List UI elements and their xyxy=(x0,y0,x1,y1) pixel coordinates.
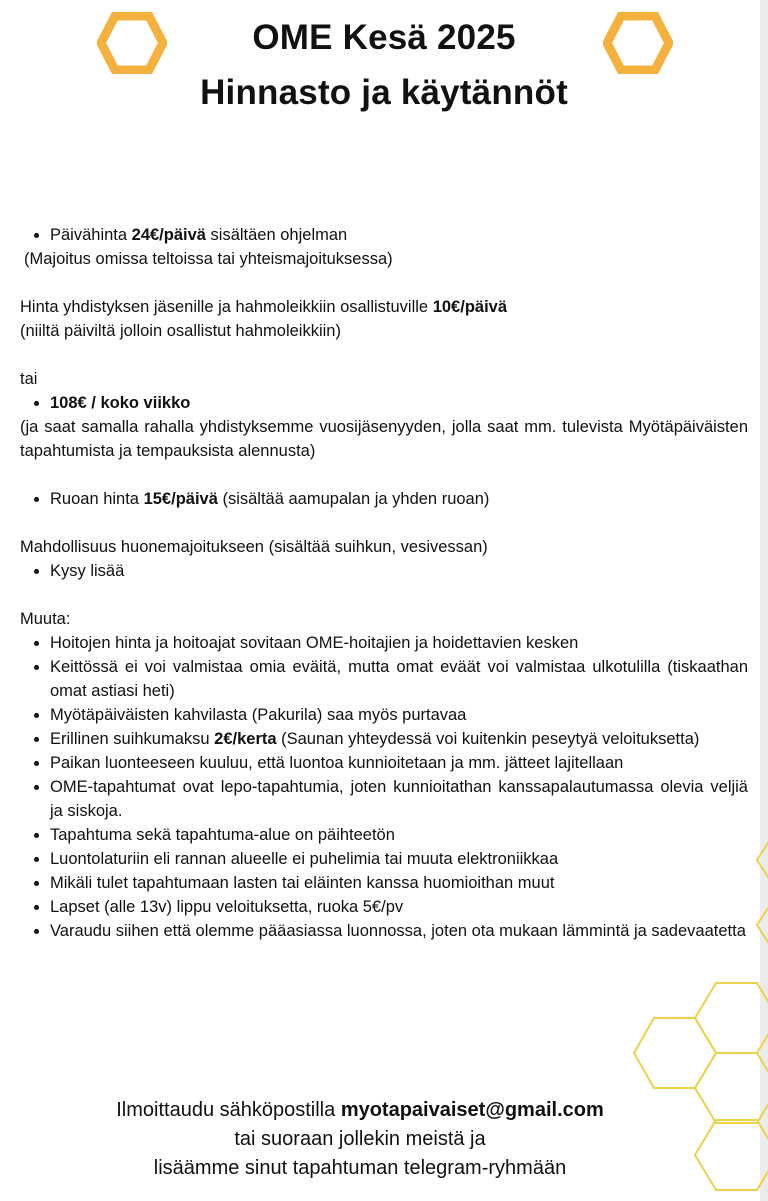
text: (sisältää aamupalan ja yhden ruoan) xyxy=(217,490,490,508)
text: Hoitojen hinta ja hoitoajat sovitaan OME-hoitajien ja hoidettavien kesken xyxy=(50,634,579,652)
week-price-note: (ja saat samalla rahalla yhdistyksemme vuosijäsenyyden, jolla saat mm. tulevista Myötäpäiväisten tapahtumista ja tempauksista alennusta) xyxy=(20,418,748,460)
other-list xyxy=(20,631,748,943)
other-list-item xyxy=(50,727,748,751)
other-list-item xyxy=(50,655,748,703)
or-text: tai xyxy=(20,370,38,388)
room-list xyxy=(20,559,748,583)
day-price-list xyxy=(20,223,748,247)
text: Paikan luonteeseen kuuluu, että luontoa kunnioitetaan ja mm. jätteet lajitellaan xyxy=(50,754,624,772)
title-line-1: OME Kesä 2025 xyxy=(252,18,516,57)
text: OME-tapahtumat ovat lepo-tapahtumia, joten kunnioitathan kanssapalautumassa olevia veljiä ja siskoja. xyxy=(50,778,748,820)
food-price-list xyxy=(20,487,748,511)
room-text: Mahdollisuus huonemajoitukseen (sisältää suihkun, vesivessan) xyxy=(20,538,488,556)
member-price-note: (niiltä päiviltä jolloin osallistut hahmoleikkiin) xyxy=(20,322,341,340)
text: Keittössä ei voi valmistaa omia eväitä, mutta omat eväät voi valmistaa ulkotulilla (tiskaathan omat astiasi heti) xyxy=(50,658,748,700)
text: Luontolaturiin eli rannan alueelle ei puhelimia tai muuta elektroniikkaa xyxy=(50,850,559,868)
text: Lapset (alle 13v) lippu veloituksetta, ruoka 5€/pv xyxy=(50,898,404,916)
other-list-item xyxy=(50,751,748,775)
footer-line-2: tai suoraan jollekin meistä ja xyxy=(234,1128,486,1150)
text: Hinta yhdistyksen jäsenille ja hahmoleikkiin osallistuville xyxy=(20,298,433,316)
footer-line-1 xyxy=(0,1096,720,1125)
signup-footer xyxy=(0,1096,720,1183)
text: Ruoan hinta xyxy=(50,490,144,508)
day-price-item xyxy=(50,223,748,247)
text: Mikäli tulet tapahtumaan lasten tai eläinten kanssa huomioithan muut xyxy=(50,874,555,892)
other-list-item xyxy=(50,871,748,895)
document-body xyxy=(20,223,748,943)
text: Varaudu siihen että olemme pääasiassa luonnossa, joten ota mukaan lämmintä ja sadevaatetta xyxy=(50,922,746,940)
title-line-2: Hinnasto ja käytännöt xyxy=(200,73,568,112)
price-value: 2€/kerta xyxy=(214,730,277,748)
text: Erillinen suihkumaksu xyxy=(50,730,215,748)
other-list-item xyxy=(50,823,748,847)
text: Tapahtuma sekä tapahtuma-alue on päihteetön xyxy=(50,826,395,844)
other-list-item xyxy=(50,919,748,943)
week-price-value: 108€ / koko viikko xyxy=(50,394,191,412)
email-link[interactable]: myotapaivaiset@gmail.com xyxy=(340,1099,604,1121)
member-price xyxy=(20,295,748,319)
other-list-item xyxy=(50,631,748,655)
day-price-value: 24€/päivä xyxy=(131,226,206,244)
text: Päivähinta xyxy=(50,226,132,244)
member-price-value: 10€/päivä xyxy=(432,298,508,316)
text: sisältäen ohjelman xyxy=(205,226,348,244)
other-list-item xyxy=(50,847,748,871)
other-heading: Muuta: xyxy=(20,610,71,628)
other-list-item xyxy=(50,703,748,727)
text: (Saunan yhteydessä voi kuitenkin peseytyä veloituksetta) xyxy=(276,730,700,748)
food-price-value: 15€/päivä xyxy=(143,490,218,508)
week-price-list xyxy=(20,391,748,415)
text: Myötäpäiväisten kahvilasta (Pakurila) saa myös purtavaa xyxy=(50,706,467,724)
other-list-item xyxy=(50,775,748,823)
text: Ilmoittaudu sähköpostilla xyxy=(116,1099,341,1121)
day-price-note: (Majoitus omissa teltoissa tai yhteismajoituksessa) xyxy=(24,250,393,268)
page-edge xyxy=(760,0,768,1201)
other-list-item xyxy=(50,895,748,919)
week-price-item xyxy=(50,391,748,415)
room-item: • Kysy lisää xyxy=(50,559,748,583)
food-price-item xyxy=(50,487,748,511)
footer-line-3: lisäämme sinut tapahtuman telegram-ryhmään xyxy=(153,1157,567,1179)
